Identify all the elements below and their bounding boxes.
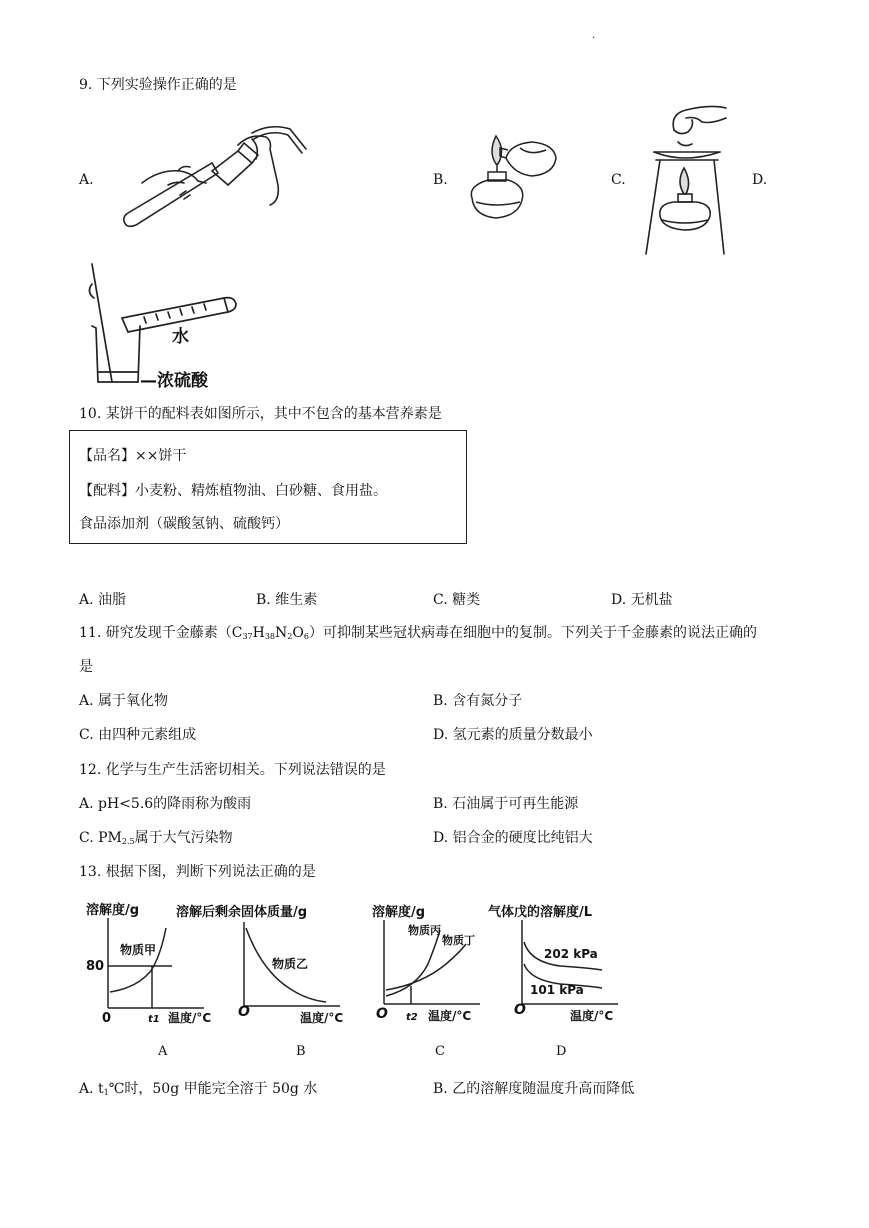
- chart-a-ytick: 80: [86, 959, 105, 974]
- figure-b-alcohol-lamps: [460, 128, 565, 228]
- q12-option-c-pre: C. PM: [79, 830, 122, 846]
- q9-option-b-label: B.: [433, 172, 448, 188]
- q11-h: H: [252, 625, 265, 641]
- q13-option-a-post: ℃时，50g 甲能完全溶于 50g 水: [108, 1081, 318, 1097]
- figure-c-evaporation: [640, 104, 730, 256]
- q9-option-c-label: C.: [611, 172, 626, 188]
- q13-option-a-pre: A. t: [79, 1081, 104, 1097]
- chart-a-series-label: 物质甲: [120, 943, 157, 957]
- q11-stem-pre: 11. 研究发现千金藤素（C: [79, 625, 243, 641]
- q10-option-b: B. 维生素: [256, 592, 318, 608]
- q11-stem-line2: 是: [79, 659, 93, 675]
- chart-b-panel-label: B: [296, 1044, 306, 1059]
- q12-option-c-post: 属于大气污染物: [134, 830, 233, 846]
- q9-stem: 9. 下列实验操作正确的是: [79, 77, 237, 93]
- figure-d-acid-label: —浓硫酸: [140, 371, 208, 391]
- chart-d-origin: O: [514, 1002, 526, 1018]
- q11-sub-c: 37: [242, 632, 253, 641]
- chart-c-xlabel: 温度/°C: [428, 1009, 472, 1023]
- figure-a-pouring-liquid: [120, 125, 310, 235]
- q13-option-a: [79, 1078, 317, 1098]
- q11-option-a: A. 属于氧化物: [79, 693, 169, 709]
- q10-option-d: D. 无机盐: [611, 592, 673, 608]
- q11-option-d: D. 氢元素的质量分数最小: [433, 727, 593, 743]
- chart-c-panel-label: C: [435, 1044, 445, 1059]
- q11-option-c: C. 由四种元素组成: [79, 727, 197, 743]
- q10-option-a: A. 油脂: [79, 592, 127, 608]
- chart-d-series-label-101: 101 kPa: [530, 983, 584, 997]
- ingredient-box-ingredients: 【配料】小麦粉、精炼植物油、白砂糖、食用盐。: [79, 483, 387, 499]
- q13-option-b: B. 乙的溶解度随温度升高而降低: [433, 1081, 635, 1097]
- chart-a-xtick: t1: [148, 1014, 160, 1025]
- q10-option-c: C. 糖类: [433, 592, 481, 608]
- q11-sub-o: 6: [303, 632, 309, 641]
- chart-c-series-label-bing: 物质丙: [408, 924, 441, 937]
- q12-stem: 12. 化学与生产生活密切相关。下列说法错误的是: [79, 762, 386, 778]
- chart-b-series-label: 物质乙: [272, 957, 309, 971]
- chart-a-panel-label: A: [158, 1044, 168, 1059]
- chart-c-curve-bing: [386, 930, 440, 996]
- figure-d-dilution: [84, 262, 244, 390]
- q12-option-d: D. 铝合金的硬度比纯铝大: [433, 830, 593, 846]
- chart-a-curve-jia: [110, 928, 166, 992]
- chart-d: [488, 900, 650, 1025]
- chart-c-ylabel: 溶解度/g: [372, 905, 426, 920]
- ingredient-box-name: 【品名】××饼干: [79, 448, 187, 464]
- q10-stem: 10. 某饼干的配料表如图所示，其中不包含的基本营养素是: [79, 406, 442, 422]
- q9-option-d-label: D.: [752, 172, 768, 188]
- q13-option-a-sub: 1: [103, 1088, 109, 1097]
- q12-option-a: A. pH<5.6的降雨称为酸雨: [79, 796, 252, 812]
- chart-b-ylabel: 溶解后剩余固体质量/g: [176, 905, 308, 920]
- chart-b-xlabel: 温度/°C: [300, 1011, 344, 1025]
- chart-c-series-label-ding: 物质丁: [442, 934, 475, 947]
- figure-d-water-label: 水: [172, 327, 189, 347]
- q12-option-c: [79, 827, 233, 847]
- chart-d-xlabel: 温度/°C: [570, 1009, 614, 1023]
- chart-b-origin: O: [238, 1004, 250, 1020]
- q13-stem: 13. 根据下图，判断下列说法正确的是: [79, 864, 316, 880]
- chart-d-panel-label: D: [556, 1044, 567, 1059]
- q11-sub-n: 2: [287, 632, 293, 641]
- q12-option-c-sub: 2.5: [121, 837, 135, 846]
- q9-option-a-label: A.: [79, 172, 94, 188]
- chart-d-ylabel: 气体戊的溶解度/L: [488, 905, 593, 920]
- page-marker: .: [592, 30, 596, 41]
- chart-b: [176, 900, 372, 1025]
- chart-a-origin: 0: [102, 1011, 112, 1026]
- q11-o: O: [292, 625, 304, 641]
- chart-a-ylabel: 溶解度/g: [86, 903, 140, 918]
- q12-option-b: B. 石油属于可再生能源: [433, 796, 579, 812]
- chart-c-xtick: t2: [406, 1012, 418, 1023]
- ingredient-box-additives: 食品添加剂（碳酸氢钠、硫酸钙）: [79, 516, 289, 532]
- q11-sub-h: 38: [264, 632, 276, 641]
- q11-stem: [79, 622, 757, 642]
- chart-c-origin: O: [376, 1006, 388, 1022]
- chart-d-series-label-202: 202 kPa: [544, 947, 598, 961]
- q11-option-b: B. 含有氮分子: [433, 693, 523, 709]
- q11-n: N: [275, 625, 288, 641]
- q11-stem-post: ）可抑制某些冠状病毒在细胞中的复制。下列关于千金藤素的说法正确的: [308, 625, 757, 641]
- chart-a-xlabel: 温度/°C: [168, 1011, 212, 1025]
